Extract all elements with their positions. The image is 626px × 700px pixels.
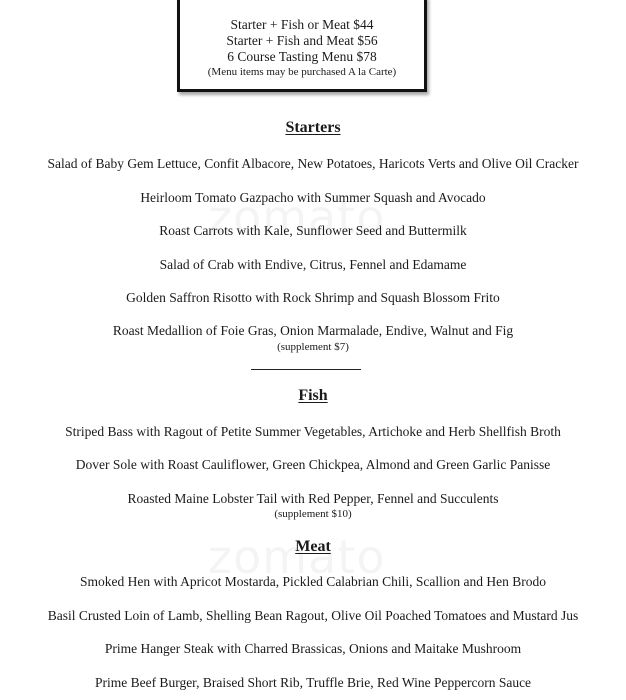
supplement-note: (supplement $7) bbox=[277, 341, 349, 353]
menu-item: Salad of Baby Gem Lettuce, Confit Albacore, New Potatoes, Haricots Verts and Olive Oil Cracker bbox=[47, 156, 579, 171]
pricing-box bbox=[177, 0, 427, 92]
pricing-line: 6 Course Tasting Menu $78 bbox=[227, 49, 377, 64]
section-heading-meat: Meat bbox=[295, 538, 331, 555]
section-heading-starters: Starters bbox=[285, 119, 341, 136]
pricing-line: Starter + Fish and Meat $56 bbox=[226, 33, 378, 48]
pricing-line: Starter + Fish or Meat $44 bbox=[230, 17, 374, 32]
supplement-note: (supplement $10) bbox=[274, 508, 352, 520]
menu-item: Roast Carrots with Kale, Sunflower Seed and Buttermilk bbox=[159, 223, 467, 238]
menu-item: Golden Saffron Risotto with Rock Shrimp and Squash Blossom Frito bbox=[126, 290, 500, 305]
menu-item: Prime Hanger Steak with Charred Brassicas, Onions and Maitake Mushroom bbox=[104, 641, 522, 656]
section-divider bbox=[251, 369, 361, 370]
menu-item: Heirloom Tomato Gazpacho with Summer Squash and Avocado bbox=[140, 190, 486, 205]
menu-item: Roasted Maine Lobster Tail with Red Pepper, Fennel and Succulents bbox=[127, 491, 499, 506]
section-heading-fish: Fish bbox=[298, 387, 328, 404]
menu-item: Striped Bass with Ragout of Petite Summer Vegetables, Artichoke and Herb Shellfish Broth bbox=[65, 424, 561, 439]
menu-item: Basil Crusted Loin of Lamb, Shelling Bean Ragout, Olive Oil Poached Tomatoes and Mustard Jus bbox=[47, 608, 579, 623]
menu-item: Salad of Crab with Endive, Citrus, Fennel and Edamame bbox=[159, 257, 467, 272]
menu-item: Dover Sole with Roast Cauliflower, Green Chickpea, Almond and Green Garlic Panisse bbox=[75, 457, 551, 472]
menu-item: Prime Beef Burger, Braised Short Rib, Truffle Brie, Red Wine Peppercorn Sauce bbox=[94, 675, 532, 690]
menu-item: Roast Medallion of Foie Gras, Onion Marmalade, Endive, Walnut and Fig bbox=[112, 323, 514, 338]
menu-item: Smoked Hen with Apricot Mostarda, Pickled Calabrian Chili, Scallion and Hen Brodo bbox=[79, 574, 547, 589]
pricing-note: (Menu items may be purchased A la Carte) bbox=[207, 66, 397, 78]
